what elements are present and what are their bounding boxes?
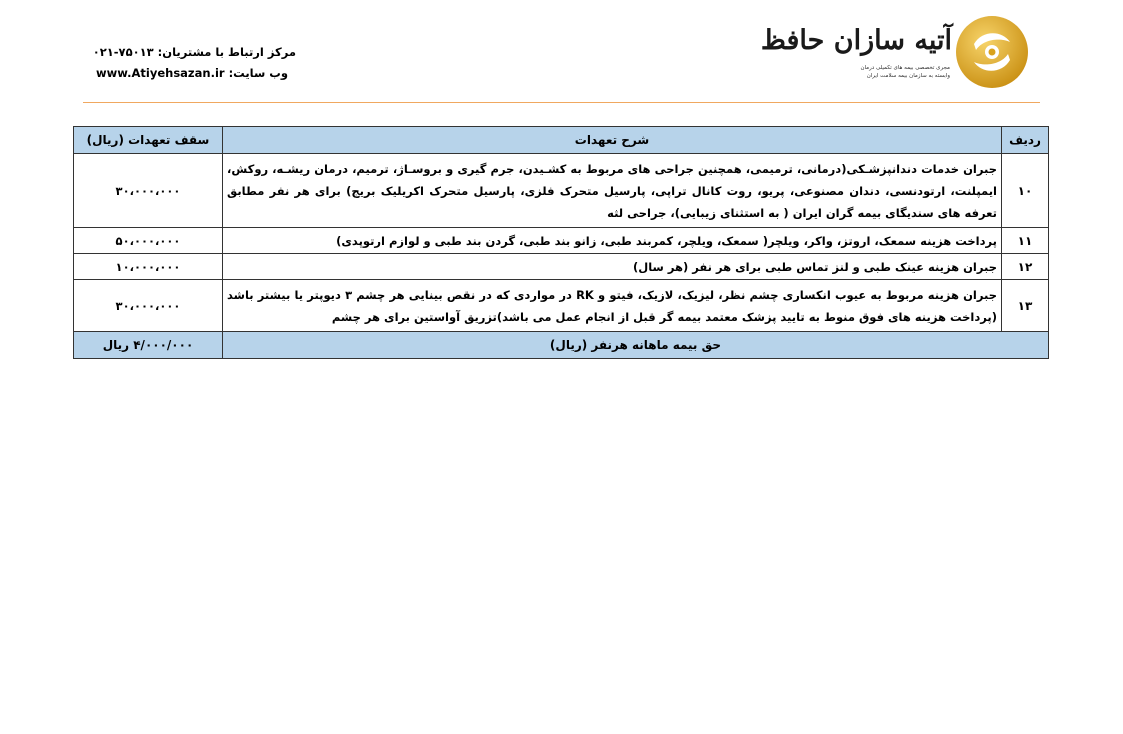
table-header-row xyxy=(74,127,1049,154)
header-description: شرح تعهدات xyxy=(223,127,1002,154)
table-row xyxy=(74,280,1049,332)
table-row xyxy=(74,154,1049,228)
header-row-number: ردیف xyxy=(1002,127,1049,154)
contact-info xyxy=(92,42,296,84)
logo-subtitle xyxy=(842,64,950,80)
row-description: جبران خدمات دندانپزشـکی(درمانی، ترمیمی، همچنین جراحی های مربوط به کشـیدن، جرم گیری و بروسـاژ، ترمیم، درمان ریشـه، روکش، ایمپلنت، ارتودنسی، دندان مصنوعی، پریو، روت کانال تراپی، پارسیل متحرک فلزی، پارسیل متحرک اکریلیک بریج) برای هر نفر مطابق تعرفه های سندیگای بیمه گران ایران ( به استثنای زیبایی)، جراحی لثه xyxy=(223,154,1002,228)
website-link[interactable]: www.Atiyehsazan.ir xyxy=(96,66,225,80)
row-cap: ۱۰،۰۰۰،۰۰۰ xyxy=(74,254,223,280)
support-label: مرکز ارتباط با مشتریان: xyxy=(157,45,296,59)
row-number: ۱۳ xyxy=(1002,280,1049,332)
logo-subtitle-line-1: مجری تخصصی بیمه های تکمیلی درمان xyxy=(860,65,950,71)
coverage-table xyxy=(73,126,1049,359)
row-number: ۱۱ xyxy=(1002,228,1049,254)
website-label: وب سایت: xyxy=(228,66,289,80)
total-row xyxy=(74,332,1049,359)
row-description: جبران هزینه عینک طبی و لنز تماس طبی برای هر نفر (هر سال) xyxy=(223,254,1002,280)
row-description: پرداخت هزینه سمعک، اروتز، واکر، ویلچر( سمعک، ویلچر، کمربند طبی، زانو بند طبی، گردن بند طبی و لوازم ارتوپدی) xyxy=(223,228,1002,254)
logo-emblem-icon xyxy=(954,14,1030,90)
table-row xyxy=(74,254,1049,280)
logo-brand-text: آتیه سازان حافظ xyxy=(760,25,952,56)
row-cap: ۳۰،۰۰۰،۰۰۰ xyxy=(74,154,223,228)
logo-subtitle-line-2: وابسته به سازمان بیمه سلامت ایران xyxy=(866,73,950,79)
header-cap: سقف تعهدات (ریال) xyxy=(74,127,223,154)
header-divider xyxy=(83,102,1040,103)
total-value: ۴/۰۰۰/۰۰۰ ریال xyxy=(74,332,223,359)
total-label: حق بیمه ماهانه هرنفر (ریال) xyxy=(223,332,1049,359)
row-cap: ۳۰،۰۰۰،۰۰۰ xyxy=(74,280,223,332)
table-row xyxy=(74,228,1049,254)
row-number: ۱۲ xyxy=(1002,254,1049,280)
company-logo xyxy=(760,14,1030,90)
row-description: جبران هزینه مربوط به عیوب انکساری چشم نظر، لیزیک، لازیک، فیتو و RK در مواردی که در نقص بینایی هر چشم ۳ دیوپتر یا بیشتر باشد (پرداخت هزینه های فوق منوط به تایید پزشک معتمد بیمه گر قبل از انجام عمل می باشد)تزریق آواستین برای هر چشم xyxy=(223,280,1002,332)
row-cap: ۵۰،۰۰۰،۰۰۰ xyxy=(74,228,223,254)
support-phone: ۰۲۱-۷۵۰۱۳ xyxy=(92,45,154,59)
support-line xyxy=(92,42,296,63)
row-number: ۱۰ xyxy=(1002,154,1049,228)
website-line xyxy=(96,63,296,84)
